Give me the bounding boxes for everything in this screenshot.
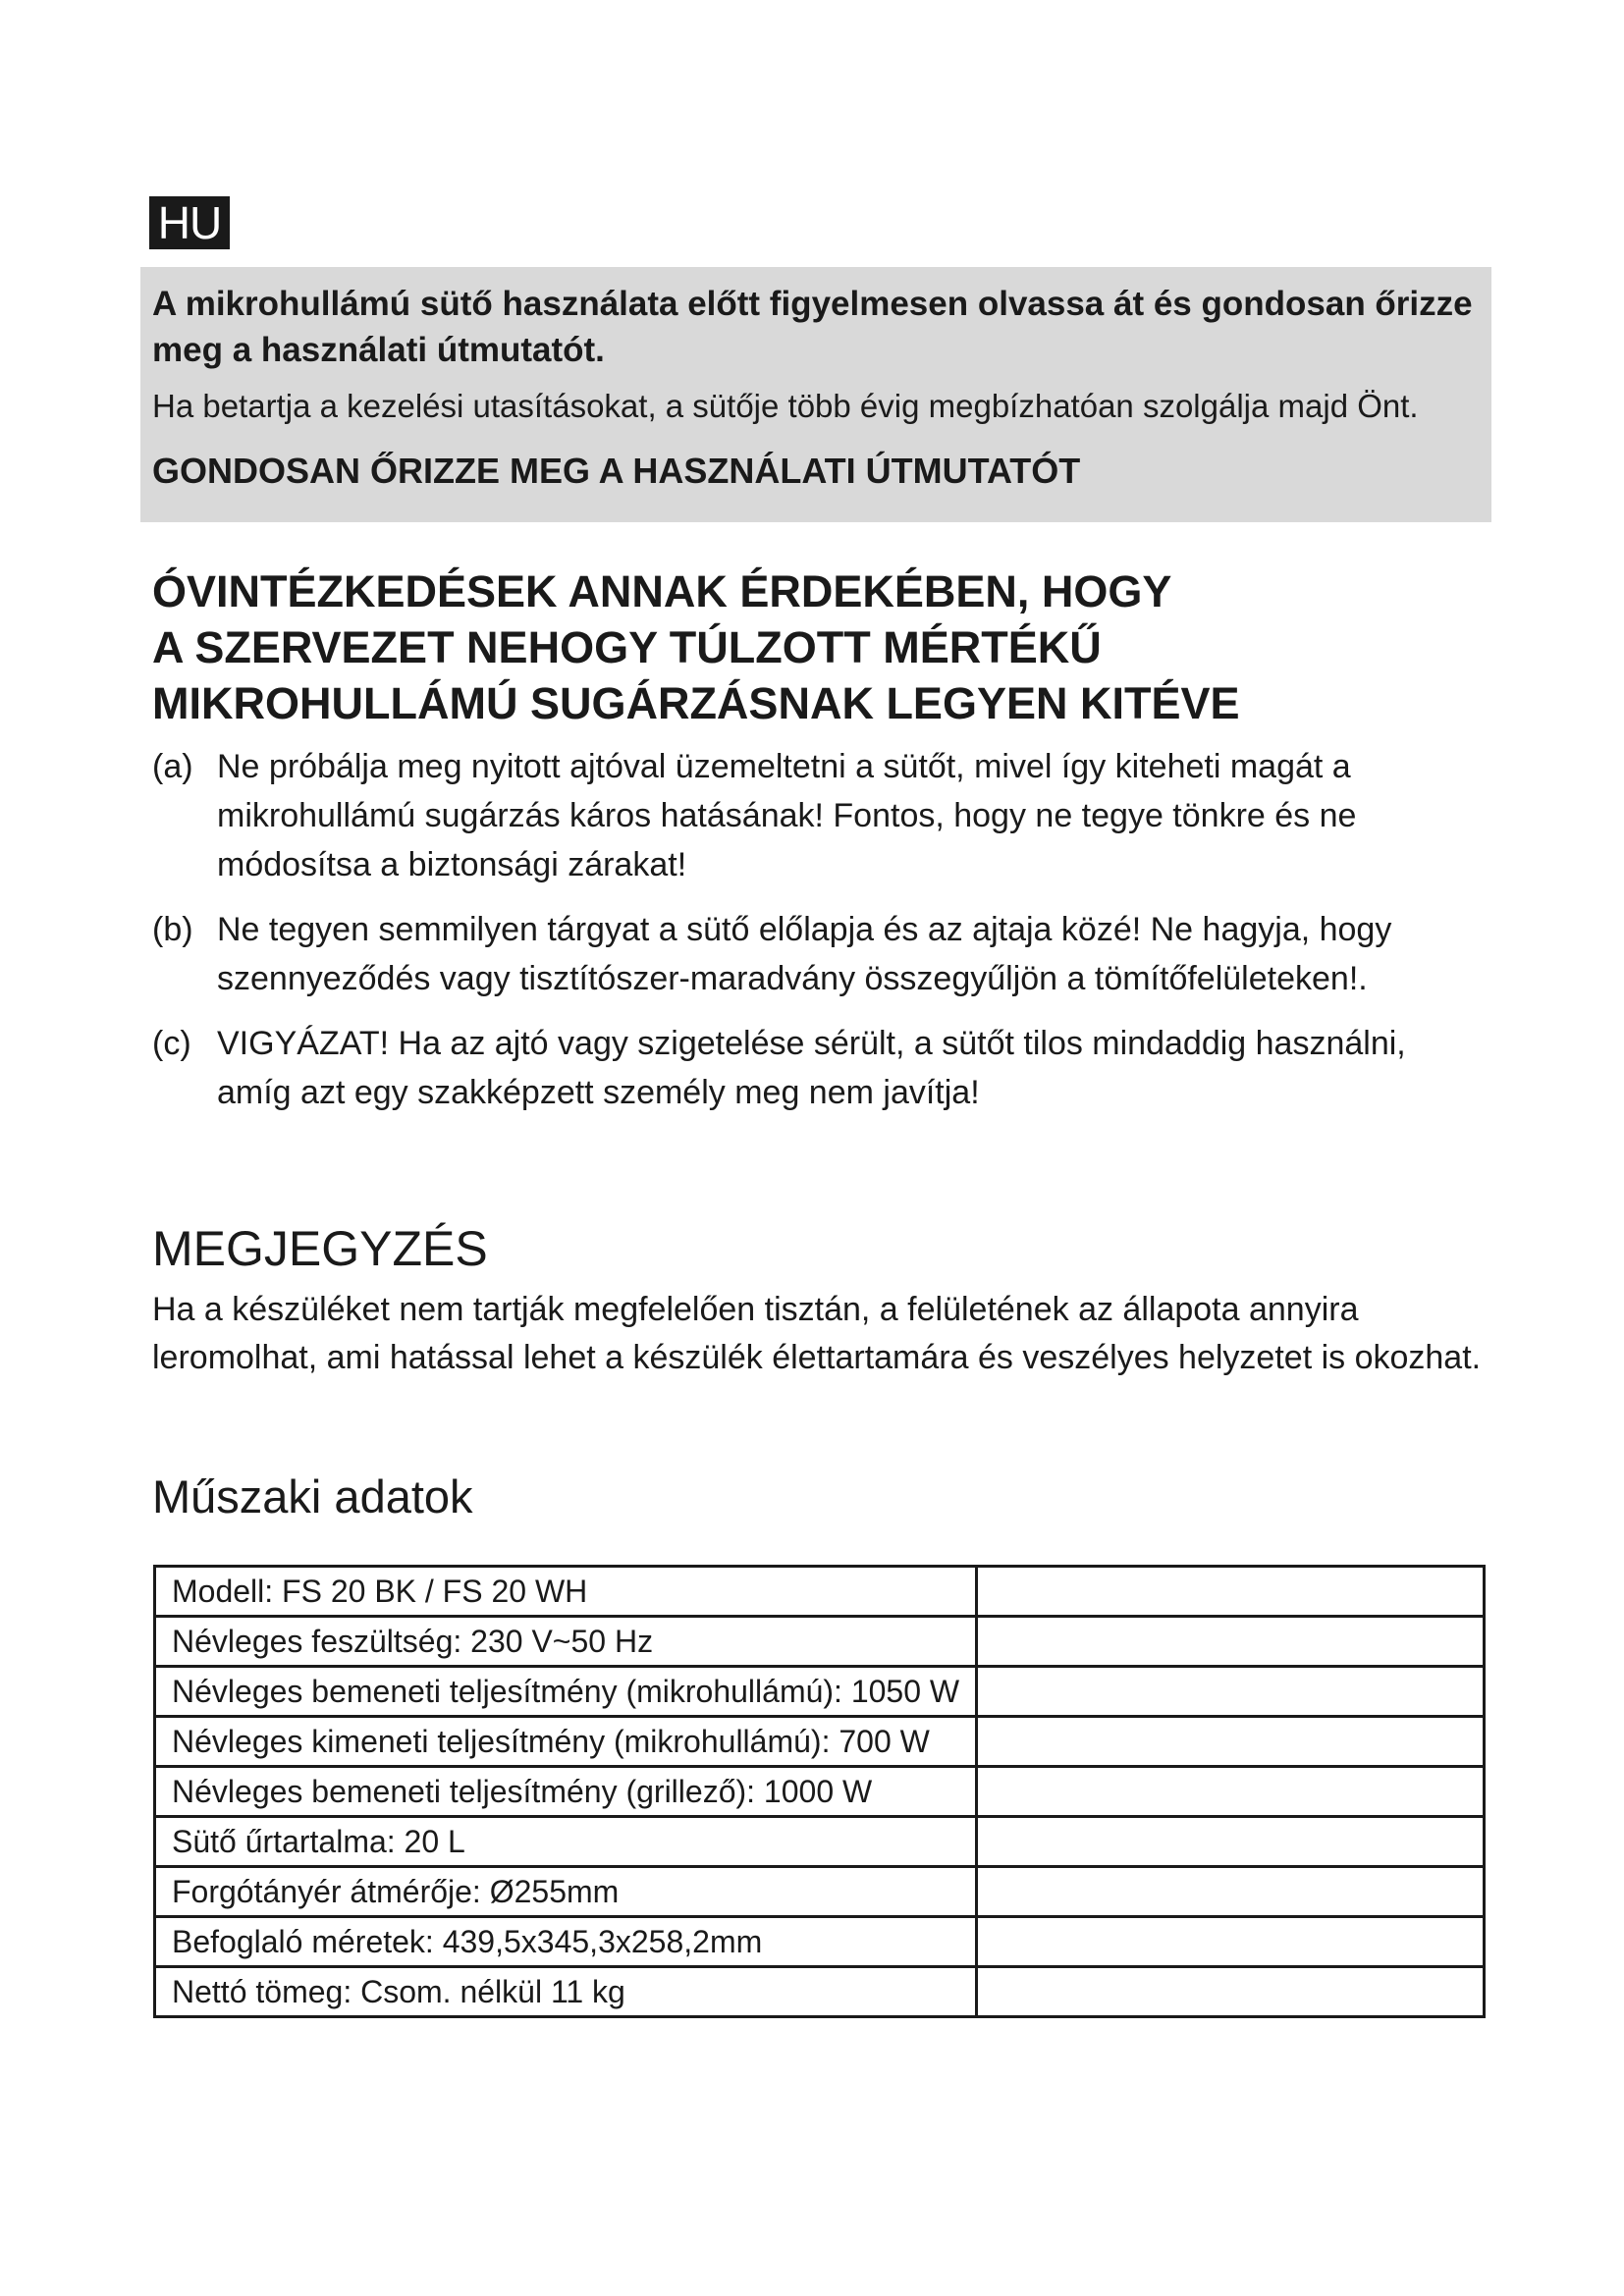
spec-label-cell: Forgótányér átmérője: Ø255mm <box>155 1867 977 1917</box>
intro-caps-text: GONDOSAN ŐRIZZE MEG A HASZNÁLATI ÚTMUTATÓT <box>152 451 1081 491</box>
spec-value-cell <box>977 1867 1485 1917</box>
precaution-marker: (a) <box>152 748 193 785</box>
language-badge: HU <box>149 196 230 249</box>
specs-table <box>153 1565 1486 2018</box>
table-row <box>155 1767 1485 1817</box>
precaution-text: VIGYÁZAT! Ha az ajtó vagy szigetelése sérült, a sütőt tilos mindaddig használni, amíg azt egy szakképzett személy meg nem javítja! <box>217 1025 1406 1111</box>
spec-value-cell <box>977 1767 1485 1817</box>
precaution-item <box>152 905 1488 1003</box>
spec-value-cell <box>977 1617 1485 1667</box>
table-row <box>155 1717 1485 1767</box>
precaution-marker: (c) <box>152 1025 191 1062</box>
table-row <box>155 1867 1485 1917</box>
specs-title: Műszaki adatok <box>152 1470 473 1522</box>
precautions-list <box>152 742 1488 1133</box>
precautions-title-line: A SZERVEZET NEHOGY TÚLZOTT MÉRTÉKŰ <box>152 622 1102 672</box>
spec-value-cell <box>977 1567 1485 1617</box>
precautions-title-line: ÓVINTÉZKEDÉSEK ANNAK ÉRDEKÉBEN, HOGY <box>152 566 1172 616</box>
precaution-text: Ne próbálja meg nyitott ajtóval üzemeltetni a sütőt, mivel így kiteheti magát a mikrohullámú sugárzás káros hatásának! Fontos, hogy ne tegye tönkre és ne módosítsa a biztonsági zárakat! <box>217 748 1357 883</box>
precaution-item <box>152 1019 1488 1117</box>
precautions-title <box>152 563 1478 731</box>
table-row <box>155 1967 1485 2017</box>
precautions-title-line: MIKROHULLÁMÚ SUGÁRZÁSNAK LEGYEN KITÉVE <box>152 678 1240 728</box>
table-row <box>155 1617 1485 1667</box>
spec-label-cell: Modell: FS 20 BK / FS 20 WH <box>155 1567 977 1617</box>
precaution-marker: (b) <box>152 911 193 948</box>
spec-label-cell: Névleges kimeneti teljesítmény (mikrohullámú): 700 W <box>155 1717 977 1767</box>
precaution-item <box>152 742 1488 889</box>
spec-value-cell <box>977 1967 1485 2017</box>
note-title: MEGJEGYZÉS <box>152 1221 488 1276</box>
spec-label-cell: Névleges feszültség: 230 V~50 Hz <box>155 1617 977 1667</box>
spec-label-cell: Nettó tömeg: Csom. nélkül 11 kg <box>155 1967 977 2017</box>
spec-label-cell: Névleges bemeneti teljesítmény (grillező): 1000 W <box>155 1767 977 1817</box>
spec-label-cell: Névleges bemeneti teljesítmény (mikrohullámú): 1050 W <box>155 1667 977 1717</box>
intro-bold-text: A mikrohullámú sütő használata előtt figyelmesen olvassa át és gondosan őrizze meg a használati útmutatót. <box>152 285 1473 369</box>
table-row <box>155 1667 1485 1717</box>
intro-box <box>140 267 1491 522</box>
spec-value-cell <box>977 1817 1485 1867</box>
table-row <box>155 1917 1485 1967</box>
spec-value-cell <box>977 1917 1485 1967</box>
intro-normal-text: Ha betartja a kezelési utasításokat, a sütője több évig megbízhatóan szolgálja majd Önt. <box>152 388 1419 424</box>
table-row <box>155 1567 1485 1617</box>
precaution-text: Ne tegyen semmilyen tárgyat a sütő előlapja és az ajtaja közé! Ne hagyja, hogy szennyeződés vagy tisztítószer-maradvány összegyűljön a tömítőfelületeken!. <box>217 911 1392 997</box>
spec-label-cell: Befoglaló méretek: 439,5x345,3x258,2mm <box>155 1917 977 1967</box>
spec-value-cell <box>977 1717 1485 1767</box>
note-text: Ha a készüléket nem tartják megfelelően tisztán, a felületének az állapota annyira leromolhat, ami hatással lehet a készülék élettartamára és veszélyes helyzetet is okozhat. <box>152 1291 1482 1376</box>
spec-value-cell <box>977 1667 1485 1717</box>
table-row <box>155 1817 1485 1867</box>
spec-label-cell: Sütő űrtartalma: 20 L <box>155 1817 977 1867</box>
